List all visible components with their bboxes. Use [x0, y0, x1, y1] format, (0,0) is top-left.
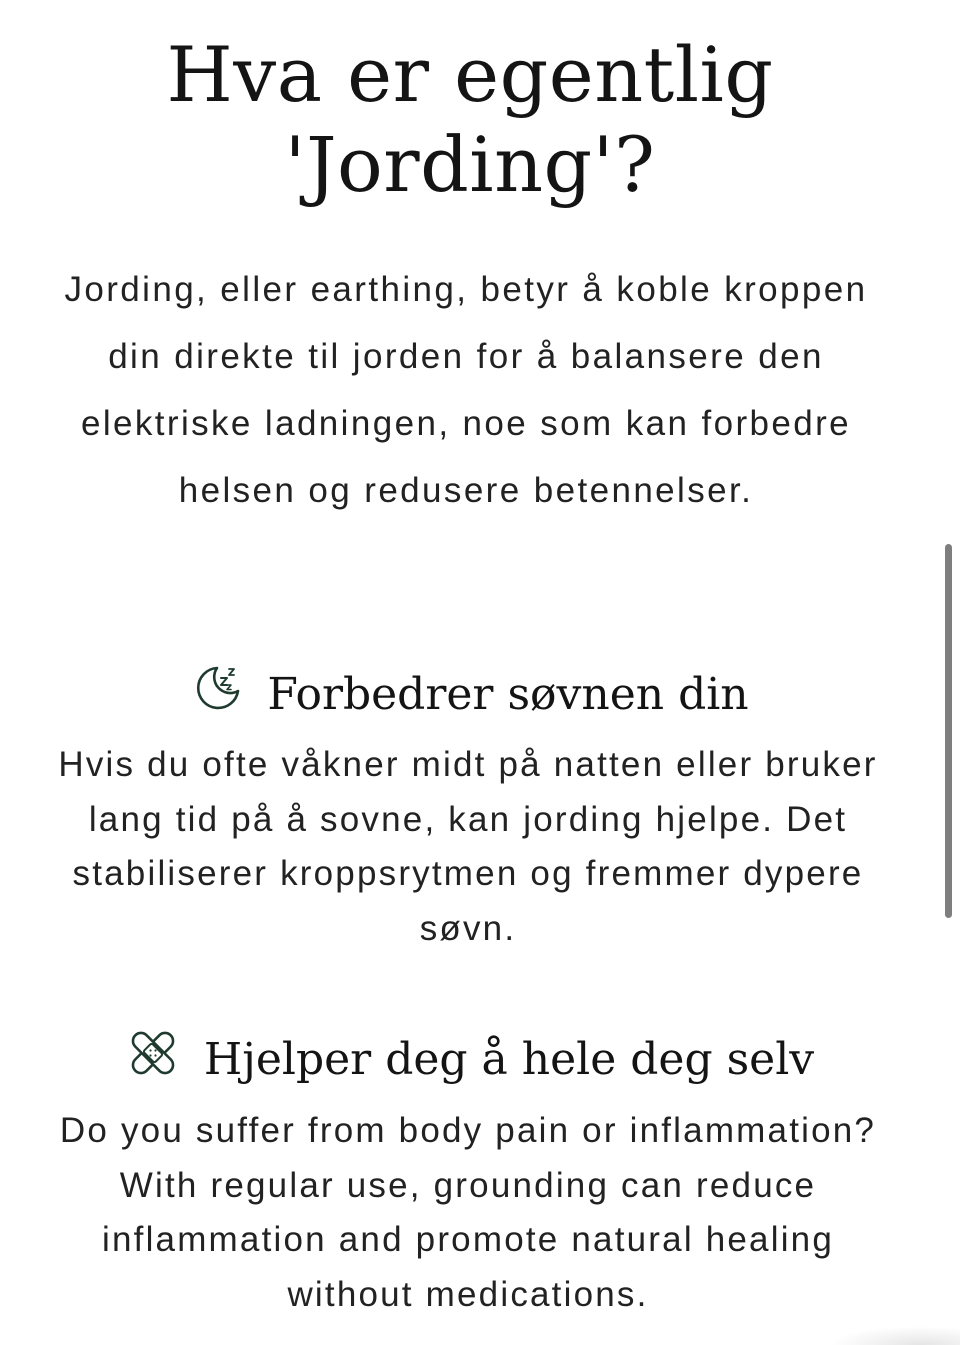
- feature-heading-sleep: [40, 662, 900, 728]
- page-title: Hva er egentlig 'Jording'?: [166, 30, 774, 209]
- feature-heading-heal: [40, 1026, 900, 1094]
- moon-sleep-icon: [191, 662, 243, 728]
- feature-title-sleep: Forbedrer søvnen din: [267, 669, 749, 720]
- scrollbar-thumb[interactable]: [945, 544, 952, 918]
- feature-text-sleep: Hvis du ofte våkner midt på natten eller bruker lang tid på å sovne, kan jording hjelpe. Det stabiliserer kroppsrytmen og fremmer dypere søvn.: [58, 745, 878, 948]
- bandage-icon: [126, 1026, 180, 1094]
- feature-text-heal: Do you suffer from body pain or inflammation? With regular use, grounding can reduce inflammation and promote natural healing without medications.: [59, 1111, 877, 1314]
- intro-paragraph: Jording, eller earthing, betyr å koble kroppen din direkte til jorden for å balansere den elektriske ladningen, noe som kan forbedre helsen og redusere betennelser.: [64, 270, 868, 510]
- feature-title-heal: Hjelper deg å hele deg selv: [203, 1034, 815, 1085]
- corner-shadow: [830, 1326, 960, 1345]
